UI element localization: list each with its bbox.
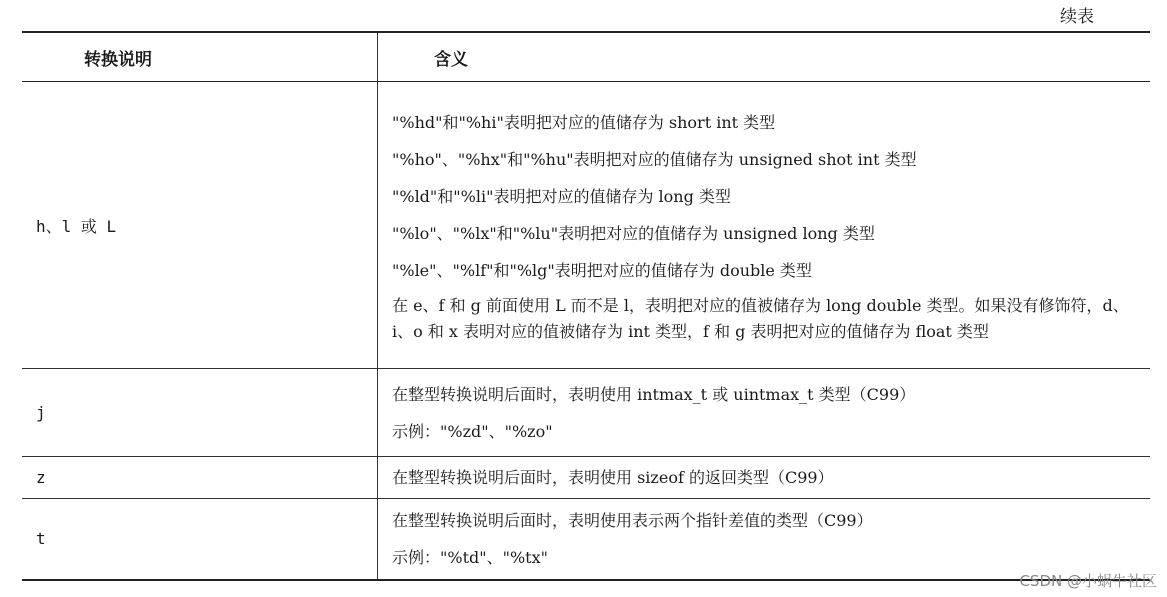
meaning-line: "%ld"和"%li"表明把对应的值储存为 long 类型 — [392, 186, 731, 206]
meaning-paragraph: 在 e、f 和 g 前面使用 L 而不是 l，表明把对应的值被储存为 long double 类型。如果没有修饰符，d、i、o 和 x 表明对应的值被储存为 int 类型，f 和 g 表明把对应的值储存为 float 类型 — [392, 295, 1129, 341]
meaning-line: 在整型转换说明后面时，表明使用 intmax_t 或 uintmax_t 类型（C99） — [392, 384, 916, 404]
conversion-modifier-table — [22, 31, 1150, 581]
meaning-line: 在整型转换说明后面时，表明使用表示两个指针差值的类型（C99） — [392, 510, 873, 530]
continued-label: 续表 — [1060, 7, 1094, 27]
spec-cell: z — [22, 457, 378, 499]
table-row — [22, 82, 1150, 369]
meaning-cell — [378, 457, 1151, 499]
meaning-line: "%le"、"%lf"和"%lg"表明把对应的值储存为 double 类型 — [392, 260, 812, 280]
meaning-line: "%lo"、"%lx"和"%lu"表明把对应的值储存为 unsigned long 类型 — [392, 223, 875, 243]
spec-cell: t — [22, 499, 378, 580]
table-row — [22, 499, 1150, 580]
meaning-line: 示例："%td"、"%tx" — [392, 547, 548, 567]
meaning-cell — [378, 82, 1151, 369]
table-row — [22, 369, 1150, 457]
watermark: CSDN @小蜗牛社区 — [1019, 572, 1157, 590]
table-header-row — [22, 32, 1150, 82]
header-conversion-spec: 转换说明 — [22, 32, 378, 82]
meaning-line: 示例："%zd"、"%zo" — [392, 421, 553, 441]
spec-cell: j — [22, 369, 378, 457]
header-meaning: 含义 — [434, 49, 468, 70]
meaning-line: "%hd"和"%hi"表明把对应的值储存为 short int 类型 — [392, 112, 776, 132]
meaning-cell — [378, 369, 1151, 457]
meaning-line: 在整型转换说明后面时，表明使用 sizeof 的返回类型（C99） — [392, 468, 834, 487]
meaning-cell — [378, 499, 1151, 580]
meaning-line: "%ho"、"%hx"和"%hu"表明把对应的值储存为 unsigned shot int 类型 — [392, 149, 917, 169]
table-row — [22, 457, 1150, 499]
spec-cell: h、l 或 L — [22, 82, 378, 369]
